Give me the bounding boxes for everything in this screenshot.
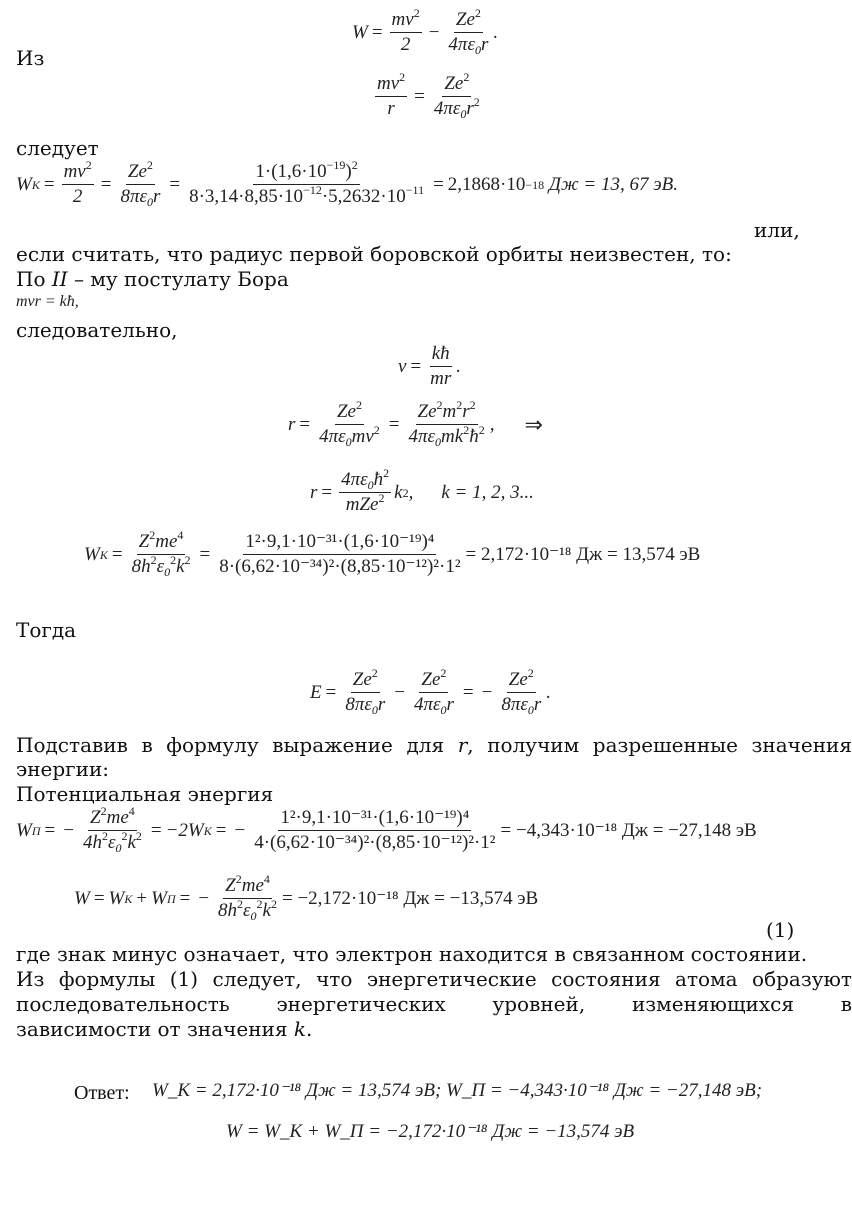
- text-substitute: Подставив в формулу выражение для r, получим разрешенные значения: [16, 733, 852, 757]
- answer-label: Ответ:: [74, 1082, 130, 1104]
- text-iz: Из: [16, 46, 45, 70]
- text-dependence: зависимости от значения k.: [16, 1017, 313, 1041]
- formula-radius-result: r = $4\pi\varepsilon_0ħ^2$ mZe$^2$ k 2 , k = 1, 2, 3...: [310, 466, 534, 515]
- text-sledovatelno: следовательно,: [16, 318, 178, 342]
- text-minus-sign: где знак минус означает, что электрон находится в связанном состоянии.: [16, 942, 808, 966]
- text-sequence: последовательность энергетических уровней, изменяющихся в: [16, 992, 852, 1016]
- text-togda: Тогда: [16, 618, 77, 642]
- answer-line-1: W_K = 2,172·10⁻¹⁸ Дж = 13,574 эВ; W_П = −4,343·10⁻¹⁸ Дж = −27,148 эВ;: [152, 1080, 763, 1101]
- text-sleduet: следует: [16, 136, 99, 160]
- answer-line-2: W = W_K + W_П = −2,172·10⁻¹⁸ Дж = −13,574 эВ: [226, 1121, 635, 1142]
- formula-total-energy-sum: W = W K + W П = − $\frac{Z^2me^4}{8h^2\varepsilon_0^2k^2}$ = −2,172·10⁻¹⁸ Дж = −13,574 эВ: [74, 872, 539, 923]
- text-radius-unknown: если считать, что радиус первой боровской орбиты неизвестен, то:: [16, 242, 732, 266]
- text-potential-energy: Потенциальная энергия: [16, 782, 274, 806]
- text-bohr-postulate: По II – му постулату Бора: [16, 267, 289, 291]
- text-ili: или,: [754, 218, 800, 242]
- formula-potential-energy: W П = − $\frac{Z^2me^4}{4h^2\varepsilon_0^2k^2}$ = −2W K = − $\frac{\text{1²·9,1·10⁻³¹·(1,6·10⁻¹⁹)⁴}}{\text{4·(6,62·10⁻³⁴)²·(8,85·10⁻¹²)²·1²}}$ = −4,343·10⁻¹⁸ Дж = −27,148 эВ: [16, 804, 757, 855]
- formula-kinetic-energy-numeric: W K = $\frac{mv^2}{2}$ = $\frac{Ze^2}{8\pi\varepsilon_0r}$ = $\frac{1\cdot(1,6\cdot 10^{-19})^2}{8\cdot 3,14\cdot 8,85\cdot 10^{-12}\cdot 5,2632\cdot 10^{-11}}$ = 2,1868·10 −18 Дж = 13, 67 эВ.: [16, 158, 678, 209]
- formula-total-energy-e: E = $\frac{Ze^2}{8\pi\varepsilon_0r}$ − $\frac{Ze^2}{4\pi\varepsilon_0r}$ = − $\frac{Ze^2}{8\pi\varepsilon_0r}$ .: [310, 666, 551, 717]
- equation-number: (1): [766, 918, 795, 942]
- formula-force-balance: $\frac{mv^2}{r}$ = $\frac{Ze^2}{4\pi\varepsilon_0r^2}$: [377, 70, 480, 121]
- formula-velocity: v = $\frac{kħ}{mr}$ .: [398, 343, 462, 389]
- formula-total-energy: W = $\frac{mv^2}{2}$ − $\frac{Ze^2}{4\pi\varepsilon_0r}$ .: [352, 6, 499, 57]
- text-from-formula: Из формулы (1) следует, что энергетические состояния атома образуют: [16, 967, 852, 991]
- formula-radius-derivation: r = $\frac{Ze^2}{4\pi\varepsilon_0mv^2}$ = $\frac{Ze^2m^2r^2}{4\pi\varepsilon_0mk^2ħ^2}$ , ⇒: [288, 398, 543, 449]
- formula-angular-momentum: mvr = kħ,: [16, 293, 79, 310]
- formula-kinetic-energy-general: W K = $\frac{Z^2me^4}{8h^2\varepsilon_0^2k^2}$ = $\frac{\text{1²·9,1·10⁻³¹·(1,6·10⁻¹⁹)⁴}}{\text{8·(6,62·10⁻³⁴)²·(8,85·10⁻¹²)²·1²}}$ = 2,172·10⁻¹⁸ Дж = 13,574 эВ: [84, 528, 701, 579]
- text-energy: энергии:: [16, 757, 110, 781]
